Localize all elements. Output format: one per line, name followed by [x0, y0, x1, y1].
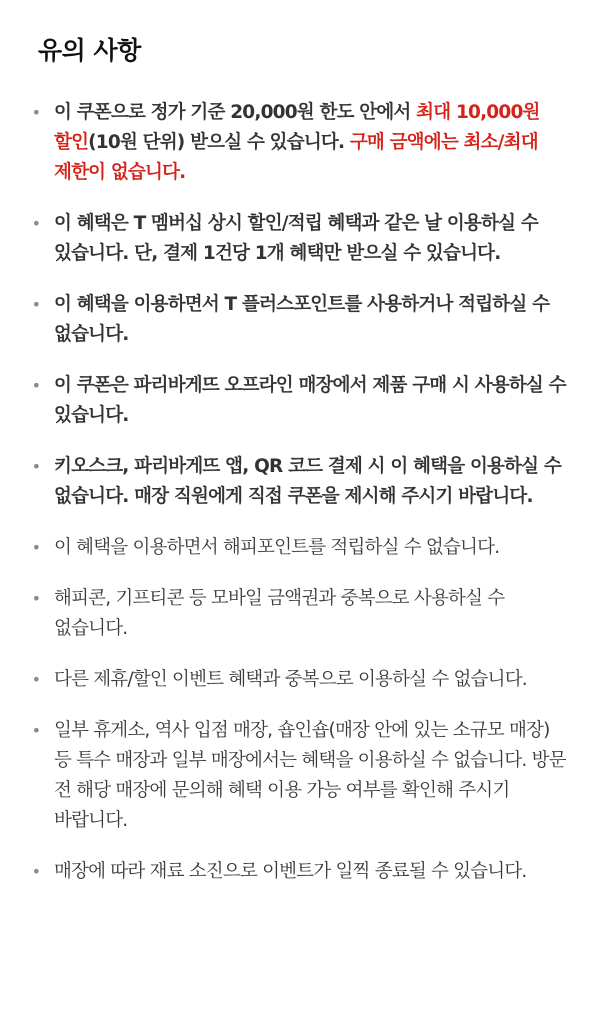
notice-item-offline-store: [31, 371, 566, 431]
notice-text: 이 쿠폰으로 정가 기준 20,000원 한도 안에서: [54, 102, 417, 123]
notice-item-kiosk: [31, 452, 566, 512]
discount-highlight: 최대 10,000원 할인: [54, 102, 540, 153]
notice-item-other-events: [31, 665, 566, 695]
notice-text: 일부 휴게소, 역사 입점 매장, 숍인숍(매장 안에 있는 소규모 매장) 등 특수 매장과 일부 매장에서는 혜택을 이용하실 수 없습니다. 방문 전 해당 매장에 문의해 혜택 이용 가능 여부를 확인해 주시기 바랍니다.: [54, 720, 566, 831]
bullet-icon: •: [31, 103, 41, 122]
bullet-icon: •: [31, 670, 41, 689]
notice-text: 이 쿠폰은 파리바게뜨 오프라인 매장에서 제품 구매 시 사용하실 수 있습니다.: [54, 375, 566, 426]
notice-item-happy-point: [31, 533, 566, 563]
notice-item-discount: [31, 98, 566, 188]
notice-text: 매장에 따라 재료 소진으로 이벤트가 일찍 종료될 수 있습니다.: [54, 861, 527, 882]
notice-text: 키오스크, 파리바게뜨 앱, QR 코드 결제 시 이 혜택을 이용하실 수 없습니다. 매장 직원에게 직접 쿠폰을 제시해 주시기 바랍니다.: [54, 456, 561, 507]
notice-text: 이 혜택은 T 멤버십 상시 할인/적립 혜택과 같은 날 이용하실 수 있습니다. 단, 결제 1건당 1개 혜택만 받으실 수 있습니다.: [54, 213, 538, 264]
notice-title: 유의 사항: [38, 36, 141, 65]
notice-item-mobile-voucher: [31, 584, 566, 644]
notice-item-membership: [31, 209, 566, 269]
bullet-icon: •: [31, 214, 41, 233]
bullet-icon: •: [31, 376, 41, 395]
notice-item-special-stores: [31, 716, 566, 836]
notice-text: 다른 제휴/할인 이벤트 혜택과 중복으로 이용하실 수 없습니다.: [54, 669, 527, 690]
bullet-icon: •: [31, 538, 41, 557]
purchase-limit-highlight: 구매 금액에는 최소/최대 제한이 없습니다.: [54, 132, 538, 183]
bullet-icon: •: [31, 721, 41, 740]
notice-text: 이 혜택을 이용하면서 해피포인트를 적립하실 수 없습니다.: [54, 537, 500, 558]
notice-list: [31, 98, 566, 887]
notice-item-early-end: [31, 857, 566, 887]
bullet-icon: •: [31, 295, 41, 314]
notice-text: 이 혜택을 이용하면서 T 플러스포인트를 사용하거나 적립하실 수 없습니다.: [54, 294, 550, 345]
notice-item-t-plus-point: [31, 290, 566, 350]
bullet-icon: •: [31, 589, 41, 608]
notice-text: (10원 단위) 받으실 수 있습니다.: [88, 132, 350, 153]
bullet-icon: •: [31, 457, 41, 476]
bullet-icon: •: [31, 862, 41, 881]
notice-text: 해피콘, 기프티콘 등 모바일 금액권과 중복으로 사용하실 수 없습니다.: [54, 588, 505, 639]
